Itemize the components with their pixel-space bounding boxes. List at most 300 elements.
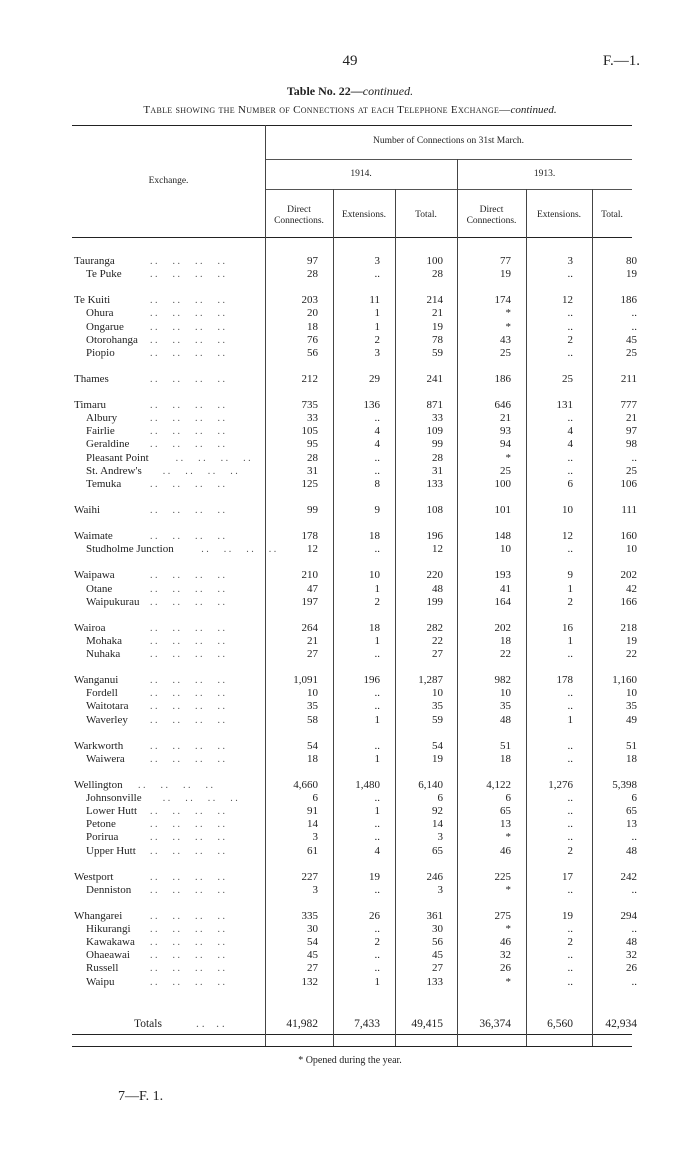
header-direct-1913 bbox=[457, 205, 526, 227]
cell-extensions-1914: 1 bbox=[374, 752, 380, 765]
cell-extensions-1913: 6 bbox=[567, 477, 573, 490]
cell-direct-1914: 105 bbox=[301, 425, 318, 438]
cell-extensions-1913: 25 bbox=[562, 372, 573, 385]
table-row bbox=[0, 805, 700, 818]
cell-total-1914: 100 bbox=[426, 255, 443, 267]
cell-total-1913: 10 bbox=[626, 543, 637, 556]
cell-extensions-1913: .. bbox=[567, 687, 573, 700]
header-total-1913: Total. bbox=[601, 210, 623, 220]
cell-direct-1913: * bbox=[505, 883, 511, 896]
leader-dots: . . . . . . . . bbox=[150, 347, 225, 359]
leader-dots: . . . . . . . . bbox=[150, 295, 225, 307]
cell-extensions-1914: .. bbox=[374, 687, 380, 700]
header-direct-1914 bbox=[265, 205, 333, 227]
cell-total-1913: 51 bbox=[626, 739, 637, 752]
table-top-rule bbox=[72, 125, 632, 126]
cell-extensions-1914: 4 bbox=[374, 438, 380, 451]
cell-total-1913: 32 bbox=[626, 949, 637, 962]
cell-direct-1914: 3 bbox=[312, 883, 318, 896]
cell-total-1913: .. bbox=[631, 831, 637, 844]
exchange-name: Westport bbox=[74, 870, 114, 883]
header-extensions-1913: Extensions. bbox=[536, 210, 582, 220]
leader-dots: . . . . . . . . bbox=[150, 583, 225, 595]
cell-extensions-1914: 1,480 bbox=[355, 779, 380, 791]
cell-total-1914: 6,140 bbox=[418, 779, 443, 791]
exchange-name: Wellington bbox=[74, 779, 123, 791]
header-direct-line2: Connections. bbox=[274, 216, 324, 226]
cell-extensions-1913: .. bbox=[567, 320, 573, 333]
cell-direct-1914: 56 bbox=[307, 346, 318, 359]
cell-extensions-1913: .. bbox=[567, 962, 573, 975]
cell-direct-1913: 46 bbox=[500, 936, 511, 949]
cell-total-1913: .. bbox=[631, 975, 637, 988]
exchange-name: Lower Hutt bbox=[86, 805, 138, 818]
cell-total-1914: 214 bbox=[426, 294, 443, 307]
cell-direct-1914: 30 bbox=[307, 923, 318, 936]
cell-extensions-1914: 18 bbox=[369, 530, 380, 543]
exchange-name: Russell bbox=[86, 962, 119, 975]
cell-extensions-1913: .. bbox=[567, 648, 573, 660]
header-direct-line2: Connections. bbox=[466, 216, 517, 226]
cell-extensions-1914: .. bbox=[374, 818, 380, 831]
cell-total-1913: .. bbox=[631, 923, 637, 936]
footer-reference: 7—F. 1. bbox=[118, 1089, 164, 1104]
report-reference: F.—1. bbox=[602, 53, 640, 69]
table-row bbox=[0, 425, 700, 438]
cell-direct-1914: 18 bbox=[307, 320, 318, 333]
cell-extensions-1913: .. bbox=[567, 883, 573, 896]
table-row bbox=[0, 543, 700, 556]
cell-total-1913: .. bbox=[631, 883, 637, 896]
header-extensions-1914: Extensions. bbox=[341, 210, 387, 220]
table-row bbox=[0, 831, 700, 844]
cell-total-1914: 28 bbox=[432, 451, 443, 464]
cell-extensions-1913: 2 bbox=[567, 333, 573, 346]
cell-direct-1914: 28 bbox=[307, 451, 318, 464]
cell-direct-1914: 35 bbox=[307, 700, 318, 713]
cell-total-1914: 199 bbox=[426, 595, 443, 608]
table-row bbox=[0, 845, 700, 858]
cell-total-1914: 1,287 bbox=[418, 674, 443, 687]
leader-dots: . . . . . . . . bbox=[162, 793, 238, 805]
leader-dots: . . . . . . . . bbox=[150, 570, 225, 582]
footnote: * Opened during the year. bbox=[298, 1055, 402, 1066]
cell-direct-1914: 33 bbox=[307, 412, 318, 425]
cell-extensions-1913: 131 bbox=[556, 399, 573, 412]
table-row bbox=[0, 871, 700, 884]
cell-total-1913: 106 bbox=[620, 477, 637, 490]
table-row bbox=[0, 569, 700, 582]
cell-direct-1913: 186 bbox=[494, 372, 511, 385]
cell-direct-1913: * bbox=[505, 923, 511, 936]
cell-extensions-1914: 4 bbox=[374, 425, 380, 438]
cell-total-1914: 133 bbox=[426, 477, 443, 490]
cell-extensions-1914: 9 bbox=[374, 503, 380, 516]
cell-total-1913: 49 bbox=[626, 713, 637, 726]
cell-total-1914: 109 bbox=[426, 425, 443, 438]
totals-label: Totals bbox=[134, 1018, 162, 1030]
cell-extensions-1914: 1 bbox=[374, 634, 380, 647]
cell-total-1913: 35 bbox=[626, 700, 637, 713]
cell-extensions-1914: .. bbox=[374, 923, 380, 936]
cell-direct-1914: 97 bbox=[307, 255, 318, 267]
cell-extensions-1913: 1 bbox=[567, 634, 573, 647]
cell-total-1913: 202 bbox=[620, 569, 637, 582]
table-row bbox=[0, 373, 700, 386]
cell-total-1914: 361 bbox=[426, 910, 443, 922]
cell-total-1913: 10 bbox=[626, 687, 637, 700]
table-subtitle: Table showing the Number of Connections at each Telephone Exchange—continued. bbox=[143, 104, 557, 116]
exchange-name: Te Kuiti bbox=[74, 294, 111, 307]
cell-extensions-1913: 2 bbox=[567, 844, 573, 857]
cell-total-1914: 99 bbox=[432, 438, 443, 451]
cell-extensions-1914: 26 bbox=[369, 910, 380, 922]
table-row bbox=[0, 583, 700, 596]
cell-total-1914: 196 bbox=[426, 530, 443, 543]
leader-dots: . . . . . . . . bbox=[150, 308, 225, 320]
exchange-name: Mohaka bbox=[86, 634, 123, 647]
cell-direct-1914: 210 bbox=[301, 569, 318, 582]
cell-direct-1914: 27 bbox=[307, 962, 318, 975]
cell-extensions-1913: 4 bbox=[567, 425, 573, 438]
cell-total-1913: 211 bbox=[620, 372, 637, 385]
cell-total-1913: 218 bbox=[620, 621, 637, 634]
totals-total-1914: 49,415 bbox=[411, 1018, 443, 1030]
cell-direct-1914: 1,091 bbox=[293, 674, 318, 687]
table-subtitle-main: Table showing the Number of Connections at each Telephone Exchange bbox=[143, 104, 500, 116]
exchange-name: Piopio bbox=[86, 346, 115, 359]
cell-extensions-1914: 196 bbox=[363, 674, 380, 687]
exchange-name: Waverley bbox=[86, 713, 128, 726]
table-row bbox=[0, 923, 700, 936]
table-row bbox=[0, 530, 700, 543]
table-row bbox=[0, 334, 700, 347]
table-row bbox=[0, 740, 700, 753]
leader-dots: . . . . . . . . bbox=[150, 373, 225, 385]
exchange-name: Pleasant Point bbox=[86, 451, 149, 464]
cell-direct-1913: 202 bbox=[494, 621, 511, 634]
leader-dots: . . . . . . . . bbox=[150, 924, 225, 936]
leader-dots: . . . . . . . . bbox=[150, 884, 225, 896]
cell-total-1913: 80 bbox=[626, 255, 637, 267]
cell-direct-1913: 193 bbox=[494, 569, 511, 582]
cell-direct-1913: 32 bbox=[500, 949, 511, 962]
cell-extensions-1913: .. bbox=[567, 464, 573, 477]
cell-extensions-1914: 18 bbox=[369, 621, 380, 634]
leader-dots: . . . . . . . . bbox=[150, 675, 225, 687]
cell-direct-1913: 100 bbox=[494, 477, 511, 490]
cell-total-1914: 78 bbox=[432, 333, 443, 346]
cell-extensions-1913: .. bbox=[567, 792, 573, 805]
header-total-1914: Total. bbox=[415, 210, 437, 220]
leader-dots: . . . . . . . . bbox=[150, 701, 225, 713]
leader-dots: . . . . . . . . bbox=[150, 400, 225, 412]
table-row bbox=[0, 949, 700, 962]
exchange-name: Upper Hutt bbox=[86, 844, 136, 857]
cell-extensions-1913: .. bbox=[567, 831, 573, 844]
cell-total-1914: 33 bbox=[432, 412, 443, 425]
cell-total-1913: 166 bbox=[620, 595, 637, 608]
cell-direct-1913: 13 bbox=[500, 818, 511, 831]
table-row bbox=[0, 792, 700, 805]
cell-direct-1913: 22 bbox=[500, 648, 511, 660]
cell-extensions-1914: 1 bbox=[374, 320, 380, 333]
leader-dots: . . . . . . . . bbox=[138, 780, 213, 791]
exchange-name: Kawakawa bbox=[86, 936, 135, 949]
cell-direct-1914: 335 bbox=[301, 910, 318, 922]
exchange-name: Studholme Junction bbox=[86, 543, 174, 556]
cell-extensions-1913: .. bbox=[567, 923, 573, 936]
cell-direct-1914: 197 bbox=[301, 595, 318, 608]
cell-extensions-1913: .. bbox=[567, 307, 573, 320]
exchange-name: Fairlie bbox=[86, 425, 115, 438]
exchange-name: Wanganui bbox=[74, 674, 119, 687]
cell-total-1913: .. bbox=[631, 307, 637, 320]
leader-dots: . . . . . . . . bbox=[150, 753, 225, 765]
cell-total-1914: 282 bbox=[426, 621, 443, 634]
cell-extensions-1914: 8 bbox=[374, 477, 380, 490]
cell-direct-1914: 20 bbox=[307, 307, 318, 320]
exchange-name: Waimate bbox=[74, 530, 113, 543]
header-group: Number of Connections on 31st March. bbox=[373, 136, 524, 146]
cell-direct-1914: 125 bbox=[301, 477, 318, 490]
exchange-name: Waihi bbox=[74, 503, 100, 516]
cell-extensions-1913: 4 bbox=[567, 438, 573, 451]
table-subtitle-suffix: continued. bbox=[510, 104, 557, 116]
table-row bbox=[0, 622, 700, 635]
cell-extensions-1914: .. bbox=[374, 451, 380, 464]
cell-direct-1913: 982 bbox=[494, 674, 511, 687]
cell-direct-1913: 646 bbox=[494, 399, 511, 412]
leader-dots: . . . . . . . . bbox=[150, 806, 225, 818]
exchange-name: Warkworth bbox=[74, 739, 124, 752]
cell-total-1914: 45 bbox=[432, 949, 443, 962]
cell-total-1913: 97 bbox=[626, 425, 637, 438]
cell-direct-1914: 178 bbox=[301, 530, 318, 543]
cell-extensions-1914: 2 bbox=[374, 333, 380, 346]
cell-direct-1913: 10 bbox=[500, 687, 511, 700]
cell-extensions-1914: 1 bbox=[374, 582, 380, 595]
table-title: Table No. 22—continued. bbox=[286, 84, 414, 98]
cell-direct-1914: 4,660 bbox=[293, 779, 318, 791]
cell-direct-1913: 225 bbox=[494, 870, 511, 883]
cell-direct-1914: 99 bbox=[307, 503, 318, 516]
year-header-rule bbox=[265, 189, 632, 190]
leader-dots: . . . . . . . . bbox=[150, 688, 225, 700]
table-title-main: Table No. 22 bbox=[286, 84, 351, 98]
totals-direct-1913: 36,374 bbox=[479, 1018, 511, 1030]
cell-direct-1914: 91 bbox=[307, 805, 318, 818]
exchange-name: Waipu bbox=[86, 975, 115, 988]
cell-extensions-1913: 3 bbox=[567, 255, 573, 267]
cell-total-1913: 242 bbox=[620, 870, 637, 883]
cell-extensions-1914: 19 bbox=[369, 870, 380, 883]
table-row bbox=[0, 976, 700, 989]
cell-total-1913: .. bbox=[631, 451, 637, 464]
cell-total-1914: 27 bbox=[432, 648, 443, 660]
table-row bbox=[0, 347, 700, 360]
cell-direct-1913: 94 bbox=[500, 438, 511, 451]
table-row bbox=[0, 465, 700, 478]
table-title-suffix: continued. bbox=[362, 84, 414, 98]
cell-extensions-1913: .. bbox=[567, 739, 573, 752]
cell-total-1914: 31 bbox=[432, 464, 443, 477]
cell-extensions-1914: .. bbox=[374, 962, 380, 975]
exchange-name: Waiwera bbox=[86, 752, 125, 765]
cell-extensions-1914: .. bbox=[374, 648, 380, 660]
cell-total-1913: 42 bbox=[626, 582, 637, 595]
cell-extensions-1913: .. bbox=[567, 805, 573, 818]
table-row bbox=[0, 635, 700, 648]
leader-dots: . . . . . . . . bbox=[150, 963, 225, 975]
cell-direct-1914: 31 bbox=[307, 464, 318, 477]
table-row bbox=[0, 962, 700, 975]
cell-total-1914: 59 bbox=[432, 346, 443, 359]
cell-extensions-1914: .. bbox=[374, 883, 380, 896]
cell-direct-1914: 45 bbox=[307, 949, 318, 962]
cell-extensions-1914: .. bbox=[374, 268, 380, 281]
cell-total-1914: 3 bbox=[437, 831, 443, 844]
cell-extensions-1914: .. bbox=[374, 739, 380, 752]
table-row bbox=[0, 478, 700, 491]
leader-dots: . . . . . . . . bbox=[150, 478, 225, 490]
totals-top-rule bbox=[72, 1034, 632, 1035]
cell-total-1913: 186 bbox=[620, 294, 637, 307]
table-row bbox=[0, 504, 700, 517]
cell-extensions-1914: .. bbox=[374, 792, 380, 805]
cell-total-1914: 6 bbox=[437, 792, 443, 805]
cell-total-1913: 48 bbox=[626, 936, 637, 949]
cell-direct-1913: 65 bbox=[500, 805, 511, 818]
cell-total-1914: 14 bbox=[432, 818, 443, 831]
cell-direct-1913: 43 bbox=[500, 333, 511, 346]
table-row bbox=[0, 779, 700, 792]
cell-direct-1913: 18 bbox=[500, 752, 511, 765]
cell-total-1914: 21 bbox=[432, 307, 443, 320]
leader-dots: . . . . . . . . bbox=[150, 714, 225, 726]
cell-extensions-1913: 9 bbox=[567, 569, 573, 582]
table-row bbox=[0, 700, 700, 713]
table-row bbox=[0, 452, 700, 465]
cell-direct-1914: 58 bbox=[307, 713, 318, 726]
cell-direct-1914: 54 bbox=[307, 936, 318, 949]
exchange-name: Te Puke bbox=[86, 268, 122, 281]
cell-extensions-1913: 2 bbox=[567, 595, 573, 608]
cell-direct-1914: 12 bbox=[307, 543, 318, 556]
cell-total-1914: 19 bbox=[432, 320, 443, 333]
leader-dots: . . . . . . . . bbox=[150, 937, 225, 949]
cell-total-1913: .. bbox=[631, 320, 637, 333]
cell-direct-1913: * bbox=[505, 975, 511, 988]
cell-extensions-1914: 1 bbox=[374, 975, 380, 988]
cell-direct-1914: 6 bbox=[312, 792, 318, 805]
leader-dots: . . . . . . . . bbox=[150, 413, 225, 425]
cell-total-1913: 111 bbox=[621, 503, 637, 516]
cell-direct-1913: 164 bbox=[494, 595, 511, 608]
header-exchange: Exchange. bbox=[148, 176, 189, 186]
exchange-name: Otane bbox=[86, 582, 113, 595]
cell-total-1913: 294 bbox=[620, 910, 637, 922]
cell-total-1913: 19 bbox=[626, 634, 637, 647]
cell-direct-1913: 46 bbox=[500, 844, 511, 857]
header-year-1914: 1914. bbox=[350, 169, 372, 179]
leader-dots: . . . . . . . . bbox=[150, 622, 225, 634]
leader-dots: . . . . . . . . bbox=[150, 596, 225, 608]
cell-total-1914: 108 bbox=[426, 503, 443, 516]
cell-extensions-1913: 2 bbox=[567, 936, 573, 949]
cell-extensions-1913: 12 bbox=[562, 294, 573, 307]
leader-dots: . . . . . . . . bbox=[150, 845, 225, 857]
exchange-name: Albury bbox=[86, 412, 118, 425]
exchange-name: Geraldine bbox=[86, 438, 130, 451]
cell-direct-1914: 227 bbox=[301, 870, 318, 883]
cell-total-1913: 19 bbox=[626, 268, 637, 281]
cell-direct-1913: * bbox=[505, 451, 511, 464]
cell-direct-1913: 19 bbox=[500, 268, 511, 281]
cell-direct-1914: 735 bbox=[301, 399, 318, 412]
leader-dots: . . . . . . . . bbox=[150, 426, 225, 438]
totals-bottom-rule bbox=[72, 1046, 632, 1047]
cell-direct-1913: 25 bbox=[500, 464, 511, 477]
cell-direct-1913: 25 bbox=[500, 346, 511, 359]
cell-total-1914: 65 bbox=[432, 844, 443, 857]
cell-extensions-1914: .. bbox=[374, 949, 380, 962]
leader-dots: . . . . . . . . bbox=[150, 256, 225, 267]
leader-dots: . . . . . . . . bbox=[150, 269, 225, 281]
leader-dots: . . . . . . . . bbox=[150, 635, 225, 647]
leader-dots: . . . . . . . . bbox=[150, 832, 225, 844]
cell-direct-1914: 212 bbox=[301, 372, 318, 385]
cell-extensions-1914: 136 bbox=[363, 399, 380, 412]
leader-dots: . . . . . . . . bbox=[150, 911, 225, 922]
cell-direct-1913: 275 bbox=[494, 910, 511, 922]
leader-dots: . . . . . . . . bbox=[150, 740, 225, 752]
cell-direct-1913: 41 bbox=[500, 582, 511, 595]
cell-direct-1914: 95 bbox=[307, 438, 318, 451]
leader-dots: . . . . . . . . bbox=[150, 321, 225, 333]
header-direct-line1: Direct bbox=[287, 205, 311, 215]
exchange-name: Porirua bbox=[86, 831, 119, 844]
cell-direct-1914: 54 bbox=[307, 739, 318, 752]
cell-extensions-1914: 1 bbox=[374, 805, 380, 818]
totals-direct-1914: 41,982 bbox=[286, 1018, 318, 1030]
cell-total-1913: 26 bbox=[626, 962, 637, 975]
cell-extensions-1914: 11 bbox=[369, 294, 380, 307]
cell-total-1914: 241 bbox=[426, 372, 443, 385]
cell-extensions-1913: .. bbox=[567, 700, 573, 713]
leader-dots: . . . . . . . . bbox=[150, 531, 225, 543]
cell-direct-1914: 203 bbox=[301, 294, 318, 307]
header-bottom-rule bbox=[72, 237, 632, 238]
cell-direct-1914: 47 bbox=[307, 582, 318, 595]
cell-extensions-1913: 1,276 bbox=[548, 779, 573, 791]
leader-dots: . . . . . . . . bbox=[150, 871, 225, 883]
totals-extensions-1914: 7,433 bbox=[354, 1018, 380, 1030]
cell-total-1914: 92 bbox=[432, 805, 443, 818]
cell-total-1913: 6 bbox=[631, 792, 637, 805]
cell-direct-1913: 4,122 bbox=[486, 779, 511, 791]
leader-dots: . . . . . . . . bbox=[150, 439, 225, 451]
cell-total-1914: 3 bbox=[437, 883, 443, 896]
cell-direct-1913: 48 bbox=[500, 713, 511, 726]
exchange-name: Denniston bbox=[86, 883, 132, 896]
exchange-name: Ongarue bbox=[86, 320, 124, 333]
exchange-name: Fordell bbox=[86, 687, 118, 700]
table-row bbox=[0, 596, 700, 609]
table-row bbox=[0, 674, 700, 687]
cell-extensions-1914: .. bbox=[374, 412, 380, 425]
cell-direct-1913: 21 bbox=[500, 412, 511, 425]
